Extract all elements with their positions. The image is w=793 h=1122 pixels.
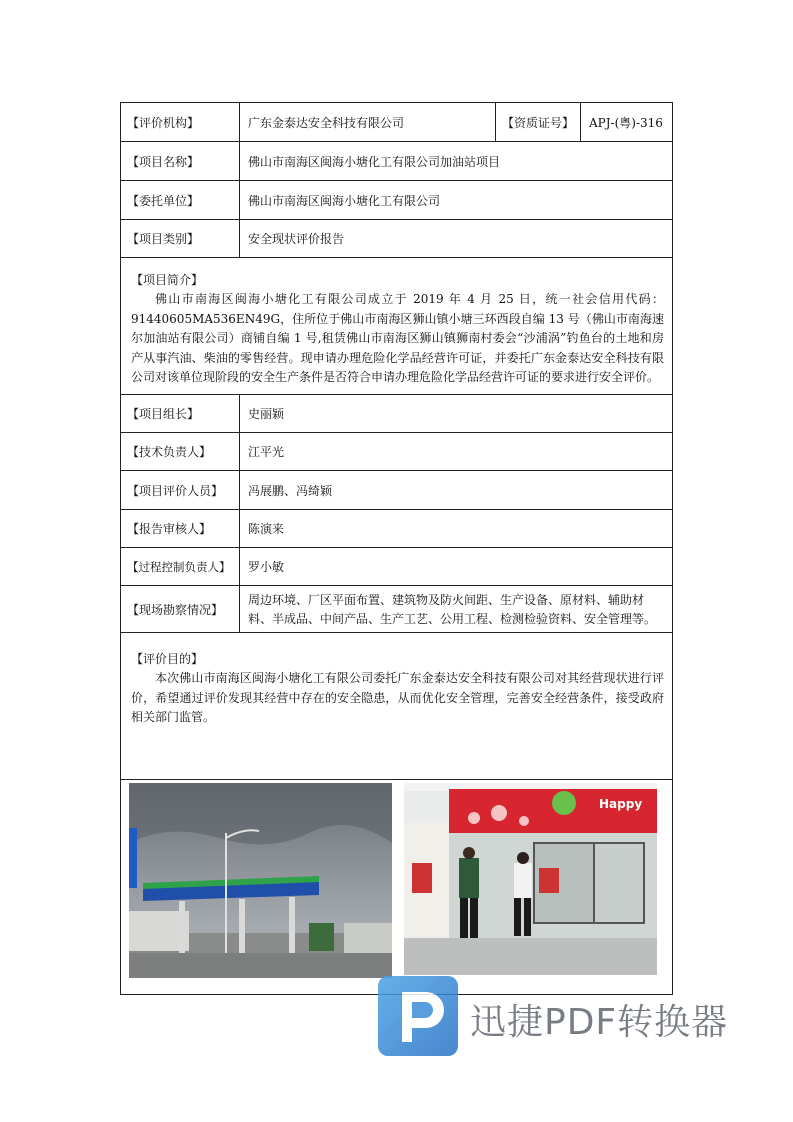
process-value: 罗小敏	[248, 560, 285, 574]
staff-value: 冯展鹏、冯绮颖	[248, 483, 333, 498]
purpose-label: 【评价目的】	[131, 652, 204, 666]
reviewer-value: 陈演来	[248, 522, 285, 536]
category-label: 【项目类别】	[121, 220, 240, 257]
gas-station-photo	[129, 783, 392, 978]
tech-value: 江平光	[248, 445, 285, 459]
row-client	[121, 181, 672, 220]
row-purpose	[121, 633, 672, 780]
intro-text: 佛山市南海区闽海小塘化工有限公司成立于 2019 年 4 月 25 日，统一社会信用代码：91440605MA536EN49G，住所位于佛山市南海区狮山镇小塘三环西段自编 13 号（佛山市南海速尔加油站有限公司）商铺自编 1 号,租赁佛山市南海区狮山镇狮南村委会“沙浦涡”钓鱼台的土地和房产从事汽油、柴油的零售经营。现申请办理危险化学品经营许可证，并委托广东金泰达安全科技有限公司对该单位现阶段的安全生产条件是否符合申请办理危险化学品经营许可证的要求进行安全评价。	[131, 292, 664, 384]
cert-label: 【资质证号】	[496, 103, 581, 141]
intro-label: 【项目简介】	[131, 273, 204, 287]
client-label: 【委托单位】	[121, 181, 240, 219]
row-reviewer	[121, 510, 672, 548]
row-leader	[121, 395, 672, 433]
tech-label: 【技术负责人】	[121, 433, 240, 470]
row-survey	[121, 586, 672, 633]
cert-value: APJ-(粤)-316	[589, 115, 663, 130]
purpose-text: 本次佛山市南海区闽海小塘化工有限公司委托广东金泰达安全科技有限公司对其经营现状进行评价，希望通过评价发现其经营中存在的安全隐患，从而优化安全管理，完善安全经营条件，接受政府相关部门监管。	[131, 671, 664, 724]
reviewer-label: 【报告审核人】	[121, 510, 240, 547]
row-staff	[121, 471, 672, 510]
row-intro	[121, 258, 672, 395]
category-value: 安全现状评价报告	[248, 232, 345, 246]
client-value: 佛山市南海区闽海小塘化工有限公司	[248, 193, 441, 208]
svg-text:Happy: Happy	[599, 797, 643, 811]
watermark	[378, 976, 738, 1058]
row-tech	[121, 433, 672, 471]
evaluation-info-table	[120, 102, 673, 995]
survey-label: 【现场勘察情况】	[121, 586, 240, 632]
leader-label: 【项目组长】	[121, 395, 240, 432]
store-front-image	[404, 783, 657, 975]
row-category	[121, 220, 672, 258]
org-value: 广东金泰达安全科技有限公司	[240, 103, 496, 141]
process-label: 【过程控制负责人】	[121, 548, 240, 585]
row-photos	[121, 780, 672, 994]
project-name-value: 佛山市南海区闽海小塘化工有限公司加油站项目	[248, 154, 501, 169]
project-name-label: 【项目名称】	[121, 142, 240, 180]
gas-station-image	[129, 783, 392, 978]
watermark-text: 迅捷PDF转换器	[470, 1002, 729, 1043]
leader-value: 史丽颖	[248, 407, 285, 421]
row-project-name	[121, 142, 672, 181]
store-front-photo	[404, 783, 657, 975]
org-label: 【评价机构】	[121, 103, 240, 141]
row-org	[121, 103, 672, 142]
row-process	[121, 548, 672, 586]
staff-label: 【项目评价人员】	[121, 471, 240, 509]
pdf-converter-logo-icon	[378, 976, 458, 1056]
survey-value: 周边环境、厂区平面布置、建筑物及防火间距、生产设备、原材料、辅助材料、半成品、中间产品、生产工艺、公用工程、检测检验资料、安全管理等。	[248, 593, 657, 626]
